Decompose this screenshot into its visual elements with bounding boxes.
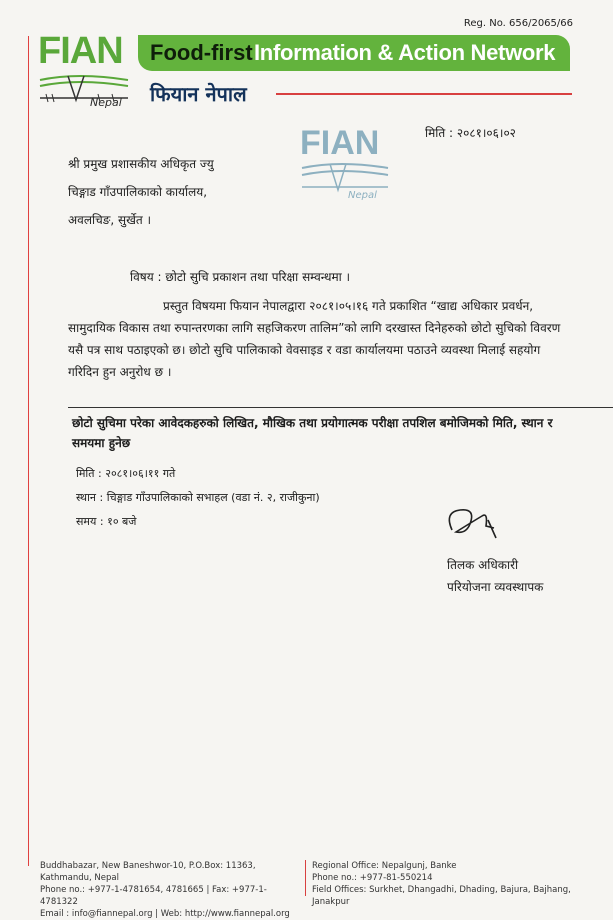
banner-title: Information & Action Network [254,40,556,65]
footer-regional: Regional Office: Nepalgunj, Banke [312,861,457,871]
logo-text: FIAN [38,30,123,72]
signer-name: तिलक अधिकारी [447,558,519,572]
section-divider [68,407,613,408]
footer-email: Email : info@fiannepal.org | Web: http://www.fiannepal.org [40,909,290,919]
exam-place: स्थान : चिङ्गाड गाँउपालिकाको सभाहल (वडा नं. २, राजीकुना) [76,491,320,504]
margin-rule [28,36,29,866]
footer-regional-office [312,860,602,908]
footer-regional-phone: Phone no.: +977-81-550214 [312,873,433,883]
logo-subtitle: Nepal [90,96,122,109]
footer-phone: Phone no.: +977-1-4781654, 4781665 | Fax: +977-1-4781322 [40,885,267,907]
fian-stamp [300,122,392,208]
stamp-field-icon [300,160,390,194]
signature-icon [442,502,502,542]
letter-date: मिति : २०८१।०६।०२ [425,126,516,140]
signer-title: परियोजना व्यवस्थापक [447,580,544,594]
registration-number: Reg. No. 656/2065/66 [463,18,573,29]
header-banner [138,35,570,71]
footer-field-offices: Field Offices: Surkhet, Dhangadhi, Dhading, Bajura, Bajhang, Janakpur [312,885,571,907]
exam-notice: छोटो सुचिमा परेका आवेदकहरुको लिखित, मौखिक तथा प्रयोगात्मक परीक्षा तपशिल बमोजिमको मिति, स्थान र समयमा हुनेछ [72,416,553,450]
banner-lead: Food-first [150,40,253,65]
letter-subject: विषय : छोटो सुचि प्रकाशन तथा परिक्षा सम्वन्धमा । [130,270,351,284]
fian-logo [38,30,133,112]
org-name-rule [276,93,572,95]
recipient-line: चिङ्गाड गाँउपालिकाको कार्यालय, [68,185,208,199]
stamp-text: FIAN [300,124,380,162]
letter-body: प्रस्तुत विषयमा फियान नेपालद्वारा २०८१।०५।१६ गते प्रकाशित “खाद्य अधिकार प्रवर्धन, सामुदायिक विकास तथा रुपान्तरणका लागि सहजिकरण तालिम”को लागि दरखास्त दिनेहरुको छोटो सुचिको विवरण यसै पत्र साथ पठाइएको छ। छोटो सुचि पालिकाको वेवसाइड र वडा कार्यालयमा पठाउने व्यवस्था मिलाई सहयोग गरिदिन हुन अनुरोध छ । [68,299,561,379]
exam-time: समय : १० बजे [76,515,137,528]
footer-divider [305,860,306,896]
recipient-line: श्री प्रमुख प्रशासकीय अधिकृत ज्यु [68,157,214,171]
exam-date: मिति : २०८१।०६।११ गते [76,467,176,480]
recipient-line: अवलचिङ, सुर्खेत । [68,213,152,227]
footer-address: Buddhabazar, New Baneshwor-10, P.O.Box: 11363, Kathmandu, Nepal [40,861,256,883]
org-name-nepali: फियान नेपाल [150,82,247,106]
footer-head-office [40,860,302,920]
stamp-subtitle: Nepal [348,190,377,201]
